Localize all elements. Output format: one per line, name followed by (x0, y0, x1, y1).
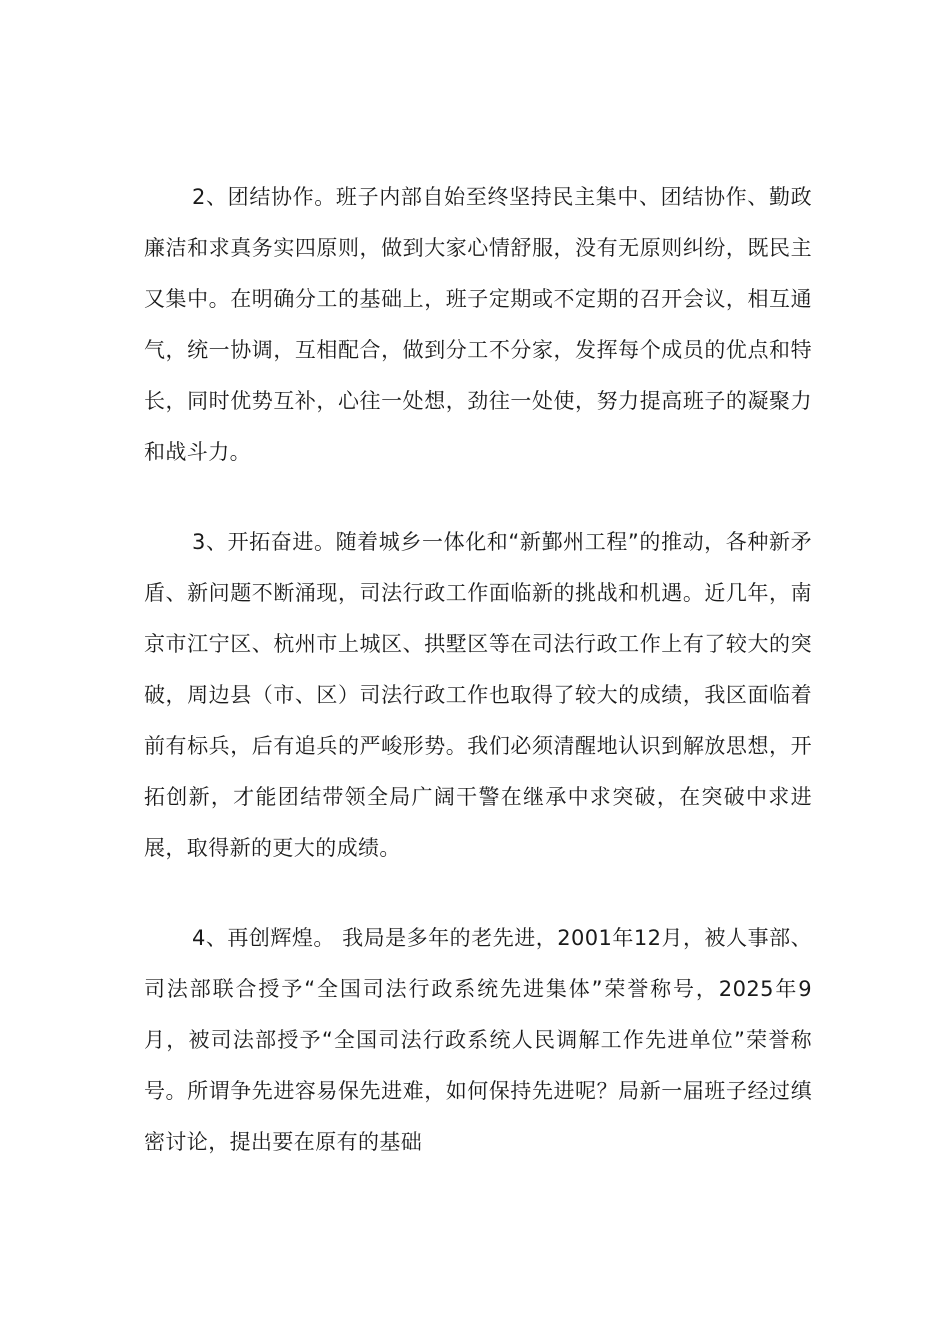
paragraph-create-brilliance: 4、再创辉煌。 我局是多年的老先进，2001年12月，被人事部、司法部联合授予“全国司法行政系统先进集体”荣誉称号，2025年9月，被司法部授予“全国司法行政系统人民调解工作先进单位”荣誉称号。所谓争先进容易保先进难，如何保持先进呢？局新一届班子经过缜密讨论，提出要在原有的基础 (144, 926, 812, 1154)
paragraph-unity-cooperation: 2、团结协作。班子内部自始至终坚持民主集中、团结协作、勤政廉洁和求真务实四原则，做到大家心情舒服，没有无原则纠纷，既民主又集中。在明确分工的基础上，班子定期或不定期的召开会议，相互通气，统一协调，互相配合，做到分工不分家，发挥每个成员的优点和特长，同时优势互补，心往一处想，劲往一处使，努力提高班子的凝聚力和战斗力。 (144, 185, 812, 464)
document-body (144, 172, 812, 1168)
paragraph-pioneering-progress: 3、开拓奋进。随着城乡一体化和“新鄞州工程”的推动，各种新矛盾、新问题不断涌现，司法行政工作面临新的挑战和机遇。近几年，南京市江宁区、杭州市上城区、拱墅区等在司法行政工作上有了较大的突破，周边县（市、区）司法行政工作也取得了较大的成绩，我区面临着前有标兵，后有追兵的严峻形势。我们必须清醒地认识到解放思想，开拓创新，才能团结带领全局广阔干警在继承中求突破，在突破中求进展，取得新的更大的成绩。 (144, 530, 812, 860)
